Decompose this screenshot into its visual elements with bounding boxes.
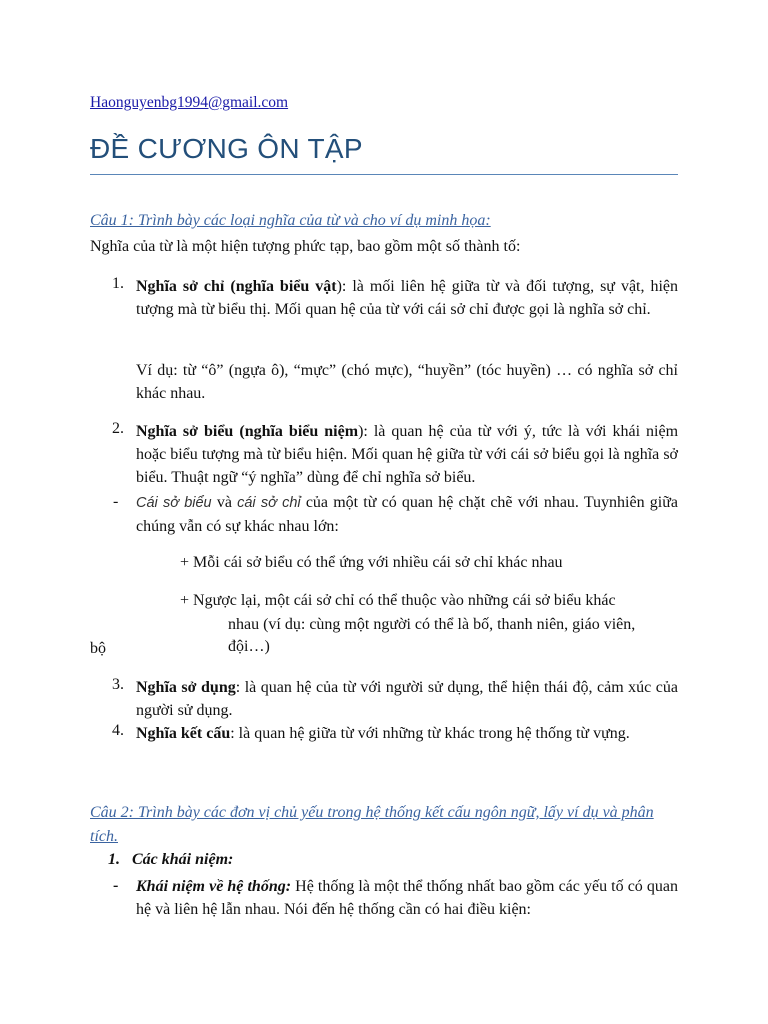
email-link[interactable]: Haonguyenbg1994@gmail.com (90, 94, 289, 111)
item-1-example: Ví dụ: từ “ô” (ngựa ô), “mực” (chó mực), “huyền” (tóc huyền) … có nghĩa sở chỉ khác nhau. (136, 362, 678, 402)
question-1-heading: Câu 1: Trình bày các loại nghĩa của từ và cho ví dụ minh họa: (90, 212, 491, 229)
dash-bullet: - (113, 493, 119, 510)
item-2-definition: ): là quan hệ của từ với ý, tức là với khái niệm hoặc biểu tượng mà từ biểu hiện. Mối quan hệ giữa từ với cái sở biểu gọi là nghĩa sở biểu. Thuật ngữ “ý nghĩa” dùng để chỉ nghĩa sở biểu. (136, 423, 679, 486)
plus-item-1: + Mỗi cái sở biểu có thể ứng với nhiều cái sở chỉ khác nhau (180, 554, 563, 571)
item-4-definition: : là quan hệ giữa từ với những từ khác trong hệ thống từ vựng. (230, 725, 630, 742)
item-1-definition: ): là mối liên hệ giữa từ và đối tượng, sự vật, hiện tượng mà từ biểu thị. Mối quan hệ của từ với cái sở chỉ được gọi là nghĩa sở chỉ. (136, 278, 679, 318)
question-1-intro: Nghĩa của từ là một hiện tượng phức tạp, bao gồm một số thành tố: (90, 238, 521, 255)
dash-term-1: Cái sở biểu (136, 495, 212, 511)
item-1-alt-term: nghĩa biểu vật (235, 278, 337, 295)
item-2-text (136, 420, 678, 489)
dash-paragraph (136, 491, 678, 539)
dash-term-2: cái sở chỉ (237, 495, 301, 511)
question-2-heading: Câu 2: Trình bày các đơn vị chủ yếu trong hệ thống kết cấu ngôn ngữ, lấy ví dụ và phân tích. (90, 804, 654, 845)
q2-sub-heading (132, 849, 233, 871)
dash-and: và (211, 494, 238, 511)
q2-sub-num-text: 1. (108, 851, 120, 868)
plus-item-2-left: bộ (90, 640, 106, 657)
item-1-paren: ( (224, 278, 236, 295)
item-3-text (136, 676, 678, 722)
item-2-paren: ( (233, 423, 245, 440)
q2-dash-mark: - (113, 877, 119, 894)
item-1-term: Nghĩa sở chỉ (136, 278, 225, 295)
item-4-number: 4. (112, 722, 124, 739)
item-4-text (136, 722, 678, 745)
item-4-term: Nghĩa kết cấu (136, 725, 231, 742)
item-3-number: 3. (112, 676, 124, 693)
item-3-definition: : là quan hệ của từ với người sử dụng, thể hiện thái độ, cảm xúc của người sử dụng. (136, 679, 679, 719)
q2-system-term: Khái niệm về hệ thống: (136, 878, 292, 895)
item-1-number: 1. (112, 275, 124, 292)
q2-system-definition: Hệ thống là một thể thống nhất bao gồm các yếu tố có quan hệ và liên hệ lẫn nhau. Nói đến hệ thống cần có hai điều kiện: (136, 878, 678, 918)
q2-dash-bullet (113, 875, 118, 897)
plus-item-2-line-3: đội…) (228, 638, 270, 655)
q2-sub-heading-text: Các khái niệm: (132, 851, 234, 868)
plus-item-2-line-2: nhau (ví dụ: cùng một người có thể là bố, thanh niên, giáo viên, (228, 616, 636, 633)
item-1-text (136, 275, 678, 321)
item-3-term: Nghĩa sở dụng (136, 679, 236, 696)
title-divider (90, 174, 678, 175)
q2-sub-number (108, 849, 120, 871)
item-2-number: 2. (112, 420, 124, 437)
plus-item-2-line-1: + Ngược lại, một cái sở chỉ có thể thuộc vào những cái sở biểu khác (180, 592, 616, 609)
dash-rest: của một từ có quan hệ chặt chẽ với nhau. Tuynhiên giữa chúng vẫn có sự khác nhau lớn: (136, 494, 678, 535)
page-title: ĐỀ CƯƠNG ÔN TẬP (90, 133, 363, 164)
item-2-alt-term: nghĩa biểu niệm (244, 423, 359, 440)
item-2-term: Nghĩa sở biểu (136, 423, 234, 440)
q2-system-paragraph (136, 875, 678, 921)
